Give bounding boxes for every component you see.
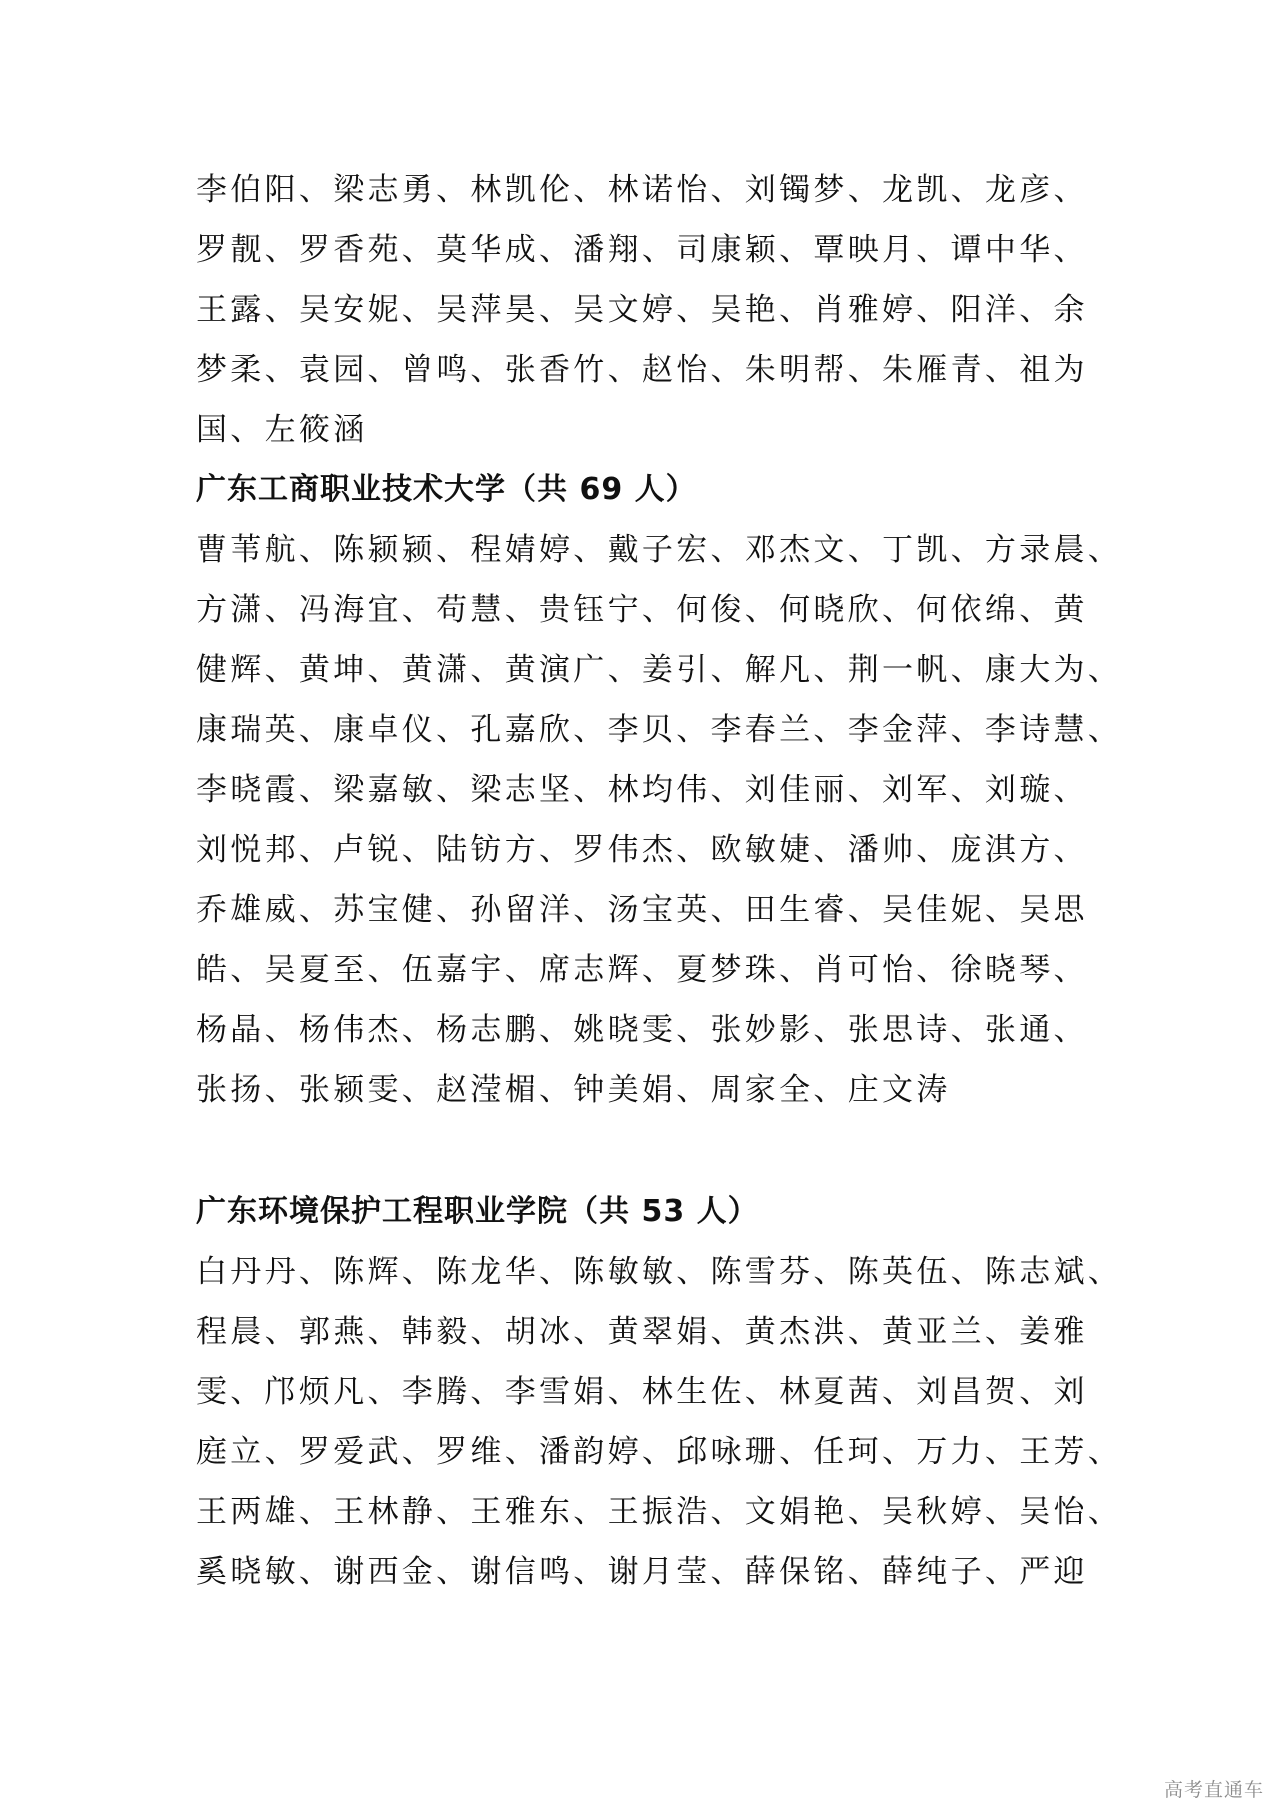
text-line: 王两雄、王林静、王雅东、王振浩、文娟艳、吴秋婷、吴怡、 (196, 1494, 1123, 1530)
name-list-continued (196, 160, 1086, 460)
text-line: 国、左筱涵 (196, 412, 368, 448)
text-line: 程晨、郭燕、韩毅、胡冰、黄翠娟、黄杰洪、黄亚兰、姜雅 (196, 1314, 1088, 1350)
text-line: 刘悦邦、卢锐、陆钫方、罗伟杰、欧敏婕、潘帅、庞淇方、 (196, 832, 1088, 868)
text-line: 杨晶、杨伟杰、杨志鹏、姚晓雯、张妙影、张思诗、张通、 (196, 1012, 1088, 1048)
school-section-gdgs (196, 460, 1123, 1120)
text-line: 雯、邝烦凡、李腾、李雪娟、林生佐、林夏茜、刘昌贺、刘 (196, 1374, 1088, 1410)
text-line: 梦柔、袁园、曾鸣、张香竹、赵怡、朱明帮、朱雁青、祖为 (196, 352, 1088, 388)
text-line: 李晓霞、梁嘉敏、梁志坚、林均伟、刘佳丽、刘军、刘璇、 (196, 772, 1088, 808)
text-line: 白丹丹、陈辉、陈龙华、陈敏敏、陈雪芬、陈英伍、陈志斌、 (196, 1254, 1123, 1290)
text-line: 乔雄威、苏宝健、孙留洋、汤宝英、田生睿、吴佳妮、吴思 (196, 892, 1088, 928)
document-page (196, 160, 1123, 1602)
text-line: 曹苇航、陈颍颍、程婧婷、戴子宏、邓杰文、丁凯、方录晨、 (196, 532, 1123, 568)
text-line: 皓、吴夏至、伍嘉宇、席志辉、夏梦珠、肖可怡、徐晓琴、 (196, 952, 1088, 988)
text-line: 康瑞英、康卓仪、孔嘉欣、李贝、李春兰、李金萍、李诗慧、 (196, 712, 1123, 748)
text-line: 张扬、张颍雯、赵滢楣、钟美娟、周家全、庄文涛 (196, 1072, 951, 1108)
section-heading: 广东环境保护工程职业学院（共 53 人） (196, 1194, 759, 1229)
text-line: 庭立、罗爱武、罗维、潘韵婷、邱咏珊、任珂、万力、王芳、 (196, 1434, 1123, 1470)
school-section-gdhb (196, 1182, 1123, 1602)
text-line: 方潇、冯海宜、苟慧、贵钰宁、何俊、何晓欣、何依绵、黄 (196, 592, 1088, 628)
paragraph-gap (196, 1120, 1086, 1182)
text-line: 健辉、黄坤、黄潇、黄演广、姜引、解凡、荆一帆、康大为、 (196, 652, 1123, 688)
text-line: 罗靓、罗香苑、莫华成、潘翔、司康颖、覃映月、谭中华、 (196, 232, 1088, 268)
text-line: 王露、吴安妮、吴萍昊、吴文婷、吴艳、肖雅婷、阳洋、余 (196, 292, 1088, 328)
watermark: 高考直通车 (1163, 1779, 1264, 1801)
section-heading: 广东工商职业技术大学（共 69 人） (196, 472, 697, 507)
text-line: 奚晓敏、谢西金、谢信鸣、谢月莹、薛保铭、薛纯子、严迎 (196, 1554, 1088, 1590)
text-line: 李伯阳、梁志勇、林凯伦、林诺怡、刘镯梦、龙凯、龙彦、 (196, 172, 1088, 208)
